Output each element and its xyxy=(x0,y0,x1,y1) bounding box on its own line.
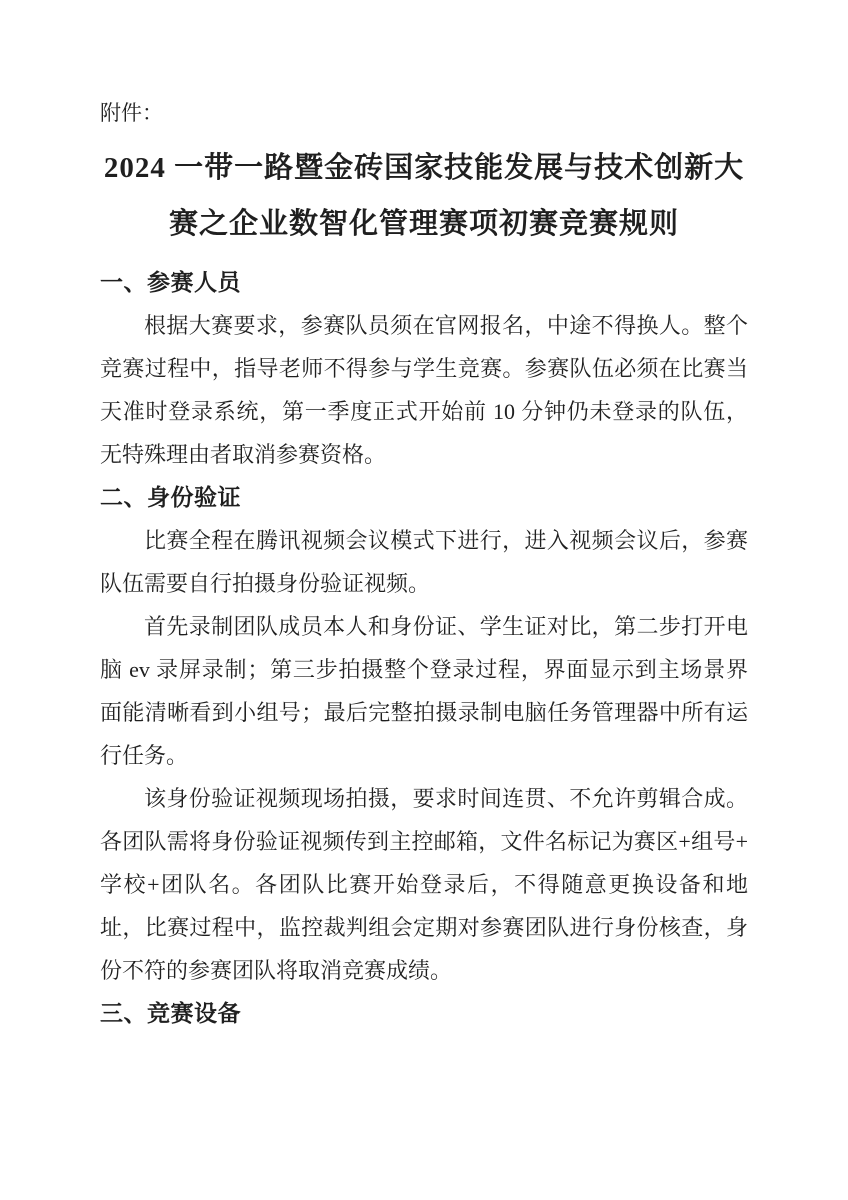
paragraph-line: 竞赛过程中，指导老师不得参与学生竞赛。参赛队伍必须在比赛当 xyxy=(100,356,748,381)
paragraph-line: 首先录制团队成员本人和身份证、学生证对比，第二步打开电 xyxy=(144,614,748,639)
paragraph-line: 天准时登录系统，第一季度正式开始前 10 分钟仍未登录的队伍， xyxy=(100,399,748,424)
section-2-paragraph-3 xyxy=(100,777,748,992)
paragraph-line: 该身份验证视频现场拍摄，要求时间连贯、不允许剪辑合成。 xyxy=(144,786,748,811)
section-2-paragraph-2 xyxy=(100,605,748,777)
paragraph-line: 份不符的参赛团队将取消竞赛成绩。 xyxy=(100,958,453,983)
paragraph-line: 根据大赛要求，参赛队员须在官网报名，中途不得换人。整个 xyxy=(144,313,748,338)
attachment-label: 附件： xyxy=(100,101,163,125)
document-title-line-2: 赛之企业数智化管理赛项初赛竞赛规则 xyxy=(168,208,679,240)
section-2-paragraph-1 xyxy=(100,519,748,605)
document-body xyxy=(100,261,748,1035)
paragraph-line: 址，比赛过程中，监控裁判组会定期对参赛团队进行身份核查，身 xyxy=(100,915,748,940)
section-1-paragraph-1 xyxy=(100,304,748,476)
document-title xyxy=(100,140,748,252)
paragraph-line: 各团队需将身份验证视频传到主控邮箱，文件名标记为赛区+组号+ xyxy=(100,829,748,854)
paragraph-line: 学校+团队名。各团队比赛开始登录后，不得随意更换设备和地 xyxy=(100,872,748,897)
section-3-heading: 三、竞赛设备 xyxy=(100,1001,241,1026)
document-title-line-1: 2024 一带一路暨金砖国家技能发展与技术创新大 xyxy=(103,152,745,184)
paragraph-line: 脑 ev 录屏录制；第三步拍摄整个登录过程，界面显示到主场景界 xyxy=(100,657,748,682)
paragraph-line: 面能清晰看到小组号；最后完整拍摄录制电脑任务管理器中所有运 xyxy=(100,700,748,725)
section-2-heading: 二、身份验证 xyxy=(100,485,241,510)
paragraph-line: 无特殊理由者取消参赛资格。 xyxy=(100,442,387,467)
paragraph-line: 比赛全程在腾讯视频会议模式下进行，进入视频会议后，参赛 xyxy=(144,528,748,553)
section-1-heading: 一、参赛人员 xyxy=(100,270,241,295)
paragraph-line: 队伍需要自行拍摄身份验证视频。 xyxy=(100,571,431,596)
paragraph-line: 行任务。 xyxy=(100,743,189,768)
